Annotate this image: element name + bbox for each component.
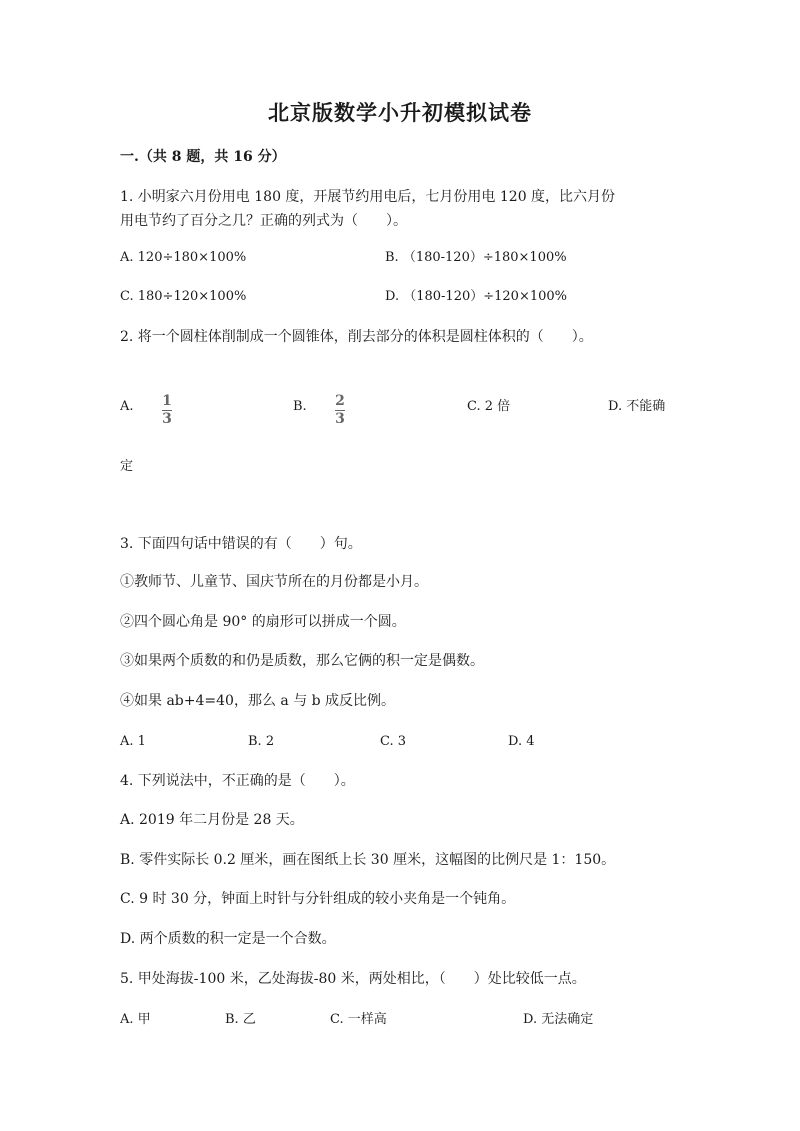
q2-option-a-label: A. [120, 399, 134, 414]
q1-option-d: D. （180-120）÷120×100% [385, 289, 568, 304]
fraction-denominator: 3 [162, 411, 172, 427]
q4-option-b: B. 零件实际长 0.2 厘米，画在图纸上长 30 厘米，这幅图的比例尺是 1：150。 [120, 852, 616, 868]
q5-option-a: A. 甲 [120, 1012, 151, 1027]
q2-stem: 2. 将一个圆柱体削制成一个圆锥体，削去部分的体积是圆柱体积的（ ）。 [120, 329, 593, 345]
q5-option-b: B. 乙 [225, 1012, 256, 1027]
q1-stem-line1: 1. 小明家六月份用电 180 度，开展节约用电后，七月份用电 120 度，比六月份 [120, 189, 616, 205]
q3-statement-3: ③如果两个质数的和仍是质数，那么它俩的积一定是偶数。 [120, 653, 484, 669]
fraction-denominator: 3 [335, 411, 345, 427]
q2-option-d: D. 不能确 [608, 399, 666, 414]
q1-option-b: B. （180-120）÷180×100% [385, 250, 567, 265]
q3-statement-4: ④如果 ab+4=40，那么 a 与 b 成反比例。 [120, 693, 396, 709]
fraction-numerator: 2 [335, 393, 345, 409]
q3-option-b: B. 2 [248, 734, 275, 749]
q4-option-c: C. 9 时 30 分，钟面上时针与分针组成的较小夹角是一个钝角。 [120, 891, 516, 907]
q3-stem: 3. 下面四句话中错误的有（ ）句。 [120, 536, 362, 552]
q2-option-b-label: B. [293, 399, 307, 414]
q1-option-c: C. 180÷120×100% [120, 289, 247, 304]
q3-option-d: D. 4 [508, 734, 535, 749]
q5-option-d: D. 无法确定 [523, 1012, 594, 1027]
q4-stem: 4. 下列说法中，不正确的是（ ）。 [120, 773, 355, 789]
page-title: 北京版数学小升初模拟试卷 [268, 100, 532, 125]
q1-option-a: A. 120÷180×100% [120, 250, 247, 265]
q2-option-d-continued: 定 [120, 459, 134, 474]
q3-option-a: A. 1 [120, 734, 146, 749]
q2-option-a-fraction [162, 392, 172, 426]
q2-option-b-fraction [335, 392, 345, 426]
q3-statement-2: ②四个圆心角是 90° 的扇形可以拼成一个圆。 [120, 614, 406, 630]
q4-option-d: D. 两个质数的积一定是一个合数。 [120, 931, 336, 947]
q2-option-c: C. 2 倍 [467, 399, 511, 414]
q5-option-c: C. 一样高 [330, 1012, 387, 1027]
q3-statement-1: ①教师节、儿童节、国庆节所在的月份都是小月。 [120, 574, 428, 590]
section-heading: 一.（共 8 题，共 16 分） [120, 149, 286, 165]
q4-option-a: A. 2019 年二月份是 28 天。 [120, 812, 304, 828]
fraction-numerator: 1 [162, 393, 172, 409]
q5-stem: 5. 甲处海拔-100 米，乙处海拔-80 米，两处相比，（ ）处比较低一点。 [120, 971, 586, 987]
q1-stem-line2: 用电节约了百分之几？正确的列式为（ ）。 [120, 213, 407, 229]
q3-option-c: C. 3 [380, 734, 407, 749]
